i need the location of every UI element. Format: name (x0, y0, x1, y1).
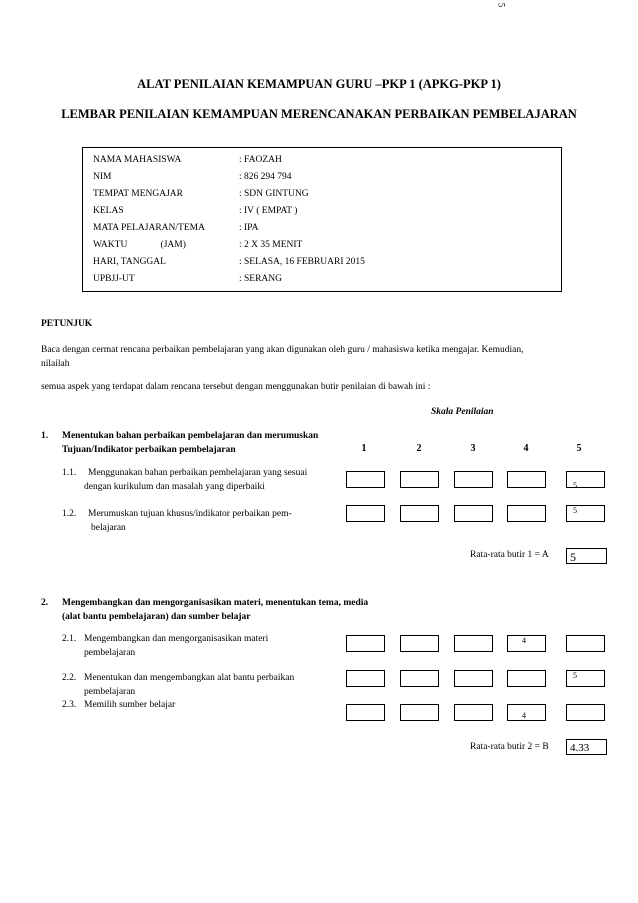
score-box-3[interactable] (454, 704, 493, 721)
info-value: : SELASA, 16 FEBRUARI 2015 (239, 257, 365, 267)
section2-number: 2. (41, 598, 49, 608)
score-box-4[interactable] (507, 670, 546, 687)
score-box-4[interactable] (507, 505, 546, 522)
petunjuk-line1: Baca dengan cermat rencana perbaikan pembelajaran yang akan digunakan oleh guru / mahasiswa ketika mengajar. Kemudian, (41, 345, 524, 355)
score-box-2[interactable] (400, 505, 439, 522)
scale-label-4: 4 (523, 443, 529, 454)
info-label: MATA PELAJARAN/TEMA (93, 223, 205, 233)
score-box-5[interactable] (566, 505, 605, 522)
score-box-3[interactable] (454, 471, 493, 488)
score-box-3[interactable] (454, 505, 493, 522)
petunjuk-line3: semua aspek yang terdapat dalam rencana tersebut dengan menggunakan butir penilaian di bawah ini : (41, 382, 431, 392)
document-subtitle: LEMBAR PENILAIAN KEMAMPUAN MERENCANAKAN PERBAIKAN PEMBELAJARAN (61, 107, 577, 121)
item-score: 5 (573, 671, 577, 680)
score-box-4[interactable] (507, 471, 546, 488)
item-text-line1: Menentukan dan mengembangkan alat bantu perbaikan (84, 673, 295, 683)
item-text-line1: Merumuskan tujuan khusus/indikator perbaikan pem- (88, 509, 292, 519)
item-score: 5 (573, 506, 577, 515)
score-box-3[interactable] (454, 670, 493, 687)
item-text-line2: dengan kurikulum dan masalah yang diperbaiki (84, 482, 265, 492)
info-value: : 826 294 794 (239, 172, 292, 182)
info-label: NAMA MAHASISWA (93, 155, 182, 165)
score-box-4[interactable] (507, 635, 546, 652)
document-title: ALAT PENILAIAN KEMAMPUAN GURU –PKP 1 (APKG-PKP 1) (137, 77, 501, 91)
score-box-1[interactable] (346, 670, 385, 687)
avg-label-b: Rata-rata butir 2 = B (470, 742, 549, 752)
scale-label-2: 2 (416, 443, 422, 454)
scale-label-5: 5 (576, 443, 582, 454)
info-value: : FAOZAH (239, 155, 282, 165)
info-label: HARI, TANGGAL (93, 257, 166, 267)
info-value: : IV ( EMPAT ) (239, 206, 298, 216)
item-number: 2.3. (62, 700, 77, 710)
score-box-5[interactable] (566, 704, 605, 721)
info-label: TEMPAT MENGAJAR (93, 189, 184, 199)
item-text-line2: pembelajaran (84, 687, 136, 697)
petunjuk-heading: PETUNJUK (41, 319, 93, 329)
scale-heading: Skala Penilaian (431, 407, 494, 417)
avg-label-a: Rata-rata butir 1 = A (470, 550, 549, 560)
scale-label-1: 1 (361, 443, 367, 454)
item-number: 1.1. (62, 468, 77, 478)
info-value: : IPA (239, 223, 259, 233)
info-value: : SDN GINTUNG (239, 189, 309, 199)
page-number: 5 (496, 2, 507, 8)
info-label: KELAS (93, 206, 124, 216)
score-box-2[interactable] (400, 704, 439, 721)
item-number: 2.1. (62, 634, 77, 644)
info-label: NIM (93, 172, 112, 182)
info-value: : 2 X 35 MENIT (239, 240, 303, 250)
info-label: WAKTU (JAM) (93, 240, 186, 250)
score-box-2[interactable] (400, 471, 439, 488)
item-text-line1: Mengembangkan dan mengorganisasikan materi (84, 634, 269, 644)
item-text-line1: Memilih sumber belajar (84, 700, 176, 710)
item-text-line2: belajaran (91, 523, 126, 533)
score-box-1[interactable] (346, 635, 385, 652)
item-text-line2: pembelajaran (84, 648, 136, 658)
item-score: 4 (522, 711, 526, 720)
score-box-2[interactable] (400, 635, 439, 652)
item-score: 4 (522, 636, 526, 645)
item-text-line1: Menggunakan bahan perbaikan pembelajaran yang sesuai (88, 468, 308, 478)
scale-label-3: 3 (470, 443, 476, 454)
section1-title-line2: Tujuan/Indikator perbaikan pembelajaran (62, 445, 236, 455)
score-box-1[interactable] (346, 505, 385, 522)
identity-box (82, 147, 562, 292)
section1-title-line1: Menentukan bahan perbaikan pembelajaran dan merumuskan (62, 431, 319, 441)
item-number: 2.2. (62, 673, 77, 683)
score-box-1[interactable] (346, 471, 385, 488)
score-box-3[interactable] (454, 635, 493, 652)
section1-number: 1. (41, 431, 49, 441)
item-score: 5 (573, 481, 577, 490)
petunjuk-line2: nilailah (41, 359, 70, 369)
avg-value-a[interactable]: 5 (566, 548, 607, 564)
score-box-2[interactable] (400, 670, 439, 687)
score-box-5[interactable] (566, 670, 605, 687)
info-label: UPBJJ-UT (93, 274, 135, 284)
score-box-5[interactable] (566, 471, 605, 488)
item-number: 1.2. (62, 509, 77, 519)
section2-title-line2: (alat bantu pembelajaran) dan sumber belajar (62, 612, 251, 622)
section2-title-line1: Mengembangkan dan mengorganisasikan materi, menentukan tema, media (62, 598, 369, 608)
avg-value-b[interactable]: 4.33 (566, 739, 607, 755)
info-value: : SERANG (239, 274, 283, 284)
score-box-1[interactable] (346, 704, 385, 721)
score-box-4[interactable] (507, 704, 546, 721)
score-box-5[interactable] (566, 635, 605, 652)
